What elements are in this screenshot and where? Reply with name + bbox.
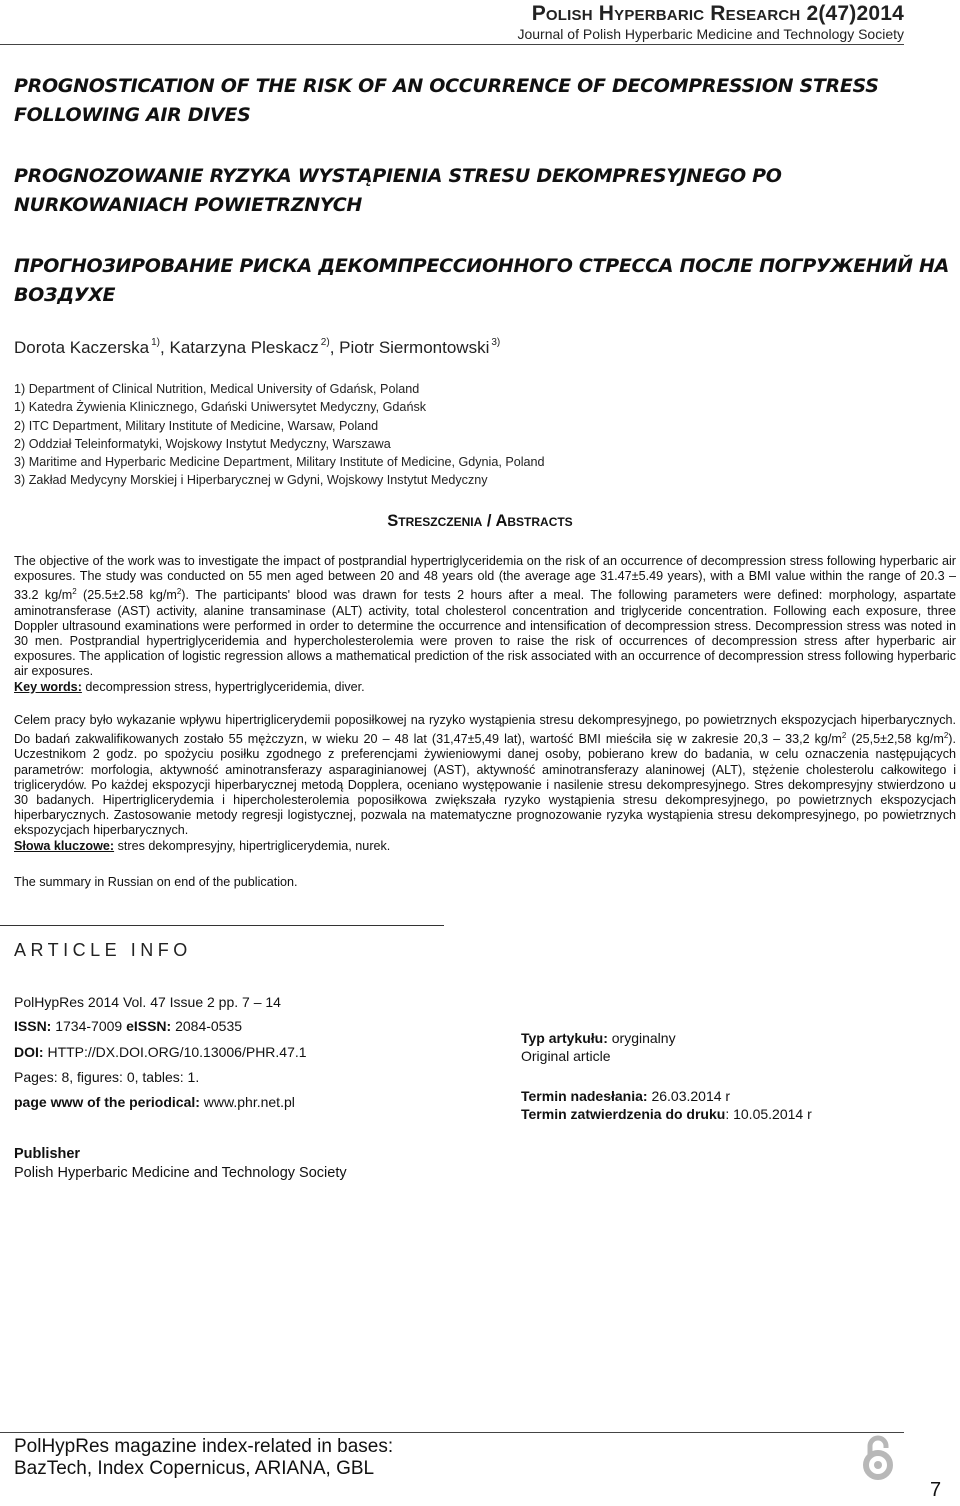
russian-summary-note: The summary in Russian on end of the publication. [14,875,298,889]
affiliation-line: 1) Katedra Żywienia Klinicznego, Gdański Uniwersytet Medyczny, Gdańsk [14,400,427,415]
affiliation-line: 3) Zakład Medycyny Morskiej i Hiperbarycznej w Gdyni, Wojskowy Instytut Medyczny [14,473,488,488]
author-name: Dorota Kaczerska [14,338,150,357]
doi-link[interactable]: HTTP://DX.DOI.ORG/10.13006/PHR.47.1 [43,1044,307,1060]
author-name: Katarzyna Pleskacz [169,338,319,357]
abstract-english: The objective of the work was to investigate the impact of postprandial hypertriglyceridemia on the risk of an occurrence of decompression stress following hyperbaric air exposures. The study was conducted on 55 men aged between 20 and 48 years old (the average age 31.47±5.49 years), with a BMI value within the range of 20.3 – 33.2 $kg/m^2$ (25.5±2.58 $kg/m^2$). The participants' blood was drawn for tests 2 hours after a meal. The following parameters were defined: morphology, aspartate aminotransferase (AST) activity, alanine transaminase (ALT) activity, total cholesterol concentration and triglyceride concentration. Following each exposure, three Doppler ultrasound examinations were performed in order to determine the occurrence and intensification of decompression stress. Decompression stress was noted in 30 men. Postprandial hypertriglyceridemia and hypercholesterolemia were proven to raise the risk of occurrences of decompression stress after hyperbaric air exposures. The application of logistic regression allows a mathematical prediction of the risk associated with an occurrence of decompression stress following hyperbaric air exposures. Key words: decompression stress, hypertriglyceridemia, diver. [14,554,956,694]
article-info-divider [0,925,444,926]
keywords: decompression stress, hypertriglyceridemia, diver. [81,679,365,694]
affiliation-line: 2) Oddział Teleinformatyki, Wojskowy Instytut Medyczny, Warszawa [14,436,391,451]
section-heading: Streszczenia / Abstracts [387,512,573,530]
publisher-name: Polish Hyperbaric Medicine and Technology Society [14,1165,347,1181]
author-affiliation-mark: 1) [151,337,161,348]
author-affiliation-mark: 2) [320,337,330,348]
title-polish: PROGNOZOWANIE RYZYKA WYSTĄPIENIA STRESU DEKOMPRESYJNEGO PO NURKOWANIACH POWIETRZNYCH [14,165,782,216]
article-type: Typ artykułu: oryginalny [521,1030,676,1046]
journal-title: Polish Hyperbaric Research 2(47)2014 [531,2,904,25]
keywords-polish: stres dekompresyjny, hipertriglicerydemia, nurek. [114,838,391,853]
article-type-english: Original article [521,1048,611,1064]
journal-subtitle: Journal of Polish Hyperbaric Medicine and Technology Society [517,26,904,42]
www-line: page www of the periodical: www.phr.net.pl [14,1094,295,1110]
keywords-label-polish: Słowa kluczowe: [14,838,115,853]
author-affiliation-mark: 3) [491,337,501,348]
affiliation-line: 1) Department of Clinical Nutrition, Medical University of Gdańsk, Poland [14,382,420,396]
affiliations [14,380,944,490]
acceptance-date: Termin zatwierdzenia do druku: 10.05.2014 r [521,1106,812,1122]
page-number: 7 [930,1479,942,1501]
pages-info: Pages: 8, figures: 0, tables: 1. [14,1069,200,1085]
keywords-label: Key words: [14,679,82,694]
header-divider [0,44,904,45]
affiliation-line: 3) Maritime and Hyperbaric Medicine Department, Military Institute of Medicine, Gdynia, Poland [14,455,545,470]
citation: PolHypRes 2014 Vol. 47 Issue 2 pp. 7 – 14 [14,994,281,1010]
index-bases-label: PolHypRes magazine index-related in bases: [14,1436,394,1457]
author-list: Dorota Kaczerska $^{1)}$, Katarzyna Pleskacz $^{2)}$, Piotr Siermontowski $^{3)}$ [14,337,501,357]
www-link[interactable]: www.phr.net.pl [199,1094,295,1110]
doi-line: DOI: HTTP://DX.DOI.ORG/10.13006/PHR.47.1 [14,1044,307,1060]
footer-divider [0,1432,904,1433]
article-info-heading: ARTICLE INFO [14,940,192,960]
submission-date: Termin nadesłania: 26.03.2014 r [521,1088,731,1104]
author-name: Piotr Siermontowski [339,338,490,357]
issn-line: ISSN: 1734-7009 eISSN: 2084-0535 [14,1018,243,1034]
abstract-polish: Celem pracy było wykazanie wpływu hipertriglicerydemii poposiłkowej na ryzyko wystąpienia stresu dekompresyjnego, po powietrznych ekspozycjach hiperbarycznych. Do badań zakwalifikowanych zostało 55 mężczyzn, w wieku 20 – 48 lat (31,47±5,49 lat), wartość BMI mieściła się w zakresie 20,3 – 33,2 $kg/m^2$ (25,5±2,58 $kg/m^2$). Uczestnikom 2 godz. po spożyciu posiłku zgodnego z preferencjami żywieniowymi danej osoby, pobierano krew do badania, w celu oznaczenia następujących parametrów: morfologia, aktywność aminotransferazy asparaginianowej (AST), aktywność aminotransferazy alaninowej (ALT), stężenie cholesterolu całkowitego i triglicerydów. Po każdej ekspozycji hiperbarycznej metodą Dopplera, oceniano występowanie i nasilenie stresu dekompresyjnego. Stres dekompresyjny stwierdzono u 30 badanych. Hipertriglicerydemia i hipercholesterolemia poposiłkowa zwiększała ryzyko wystąpienia stresu dekompresyjnego, po powietrznych ekspozycjach hiperbarycznych. Zastosowanie metody regresji logistycznej, pozwala na matematyczne prognozowanie ryzyka wystąpienia stresu dekompresyjnego, po powietrznych ekspozycjach hiperbarycznych. Słowa kluczowe: stres dekompresyjny, hipertriglicerydemia, nurek. [14,713,956,853]
index-bases-list: BazTech, Index Copernicus, ARIANA, GBL [14,1458,375,1479]
open-access-icon [862,1434,894,1480]
affiliation-line: 2) ITC Department, Military Institute of Medicine, Warsaw, Poland [14,418,379,433]
title-english: PROGNOSTICATION OF THE RISK OF AN OCCURRENCE OF DECOMPRESSION STRESS FOLLOWING AIR DIVES [14,75,879,126]
title-russian: ПРОГНОЗИРОВАНИЕ РИСКА ДЕКОМПРЕССИОННОГО СТРЕССА ПОСЛЕ ПОГРУЖЕНИЙ НА ВОЗДУХЕ [14,255,950,306]
publisher-label: Publisher [14,1146,81,1162]
